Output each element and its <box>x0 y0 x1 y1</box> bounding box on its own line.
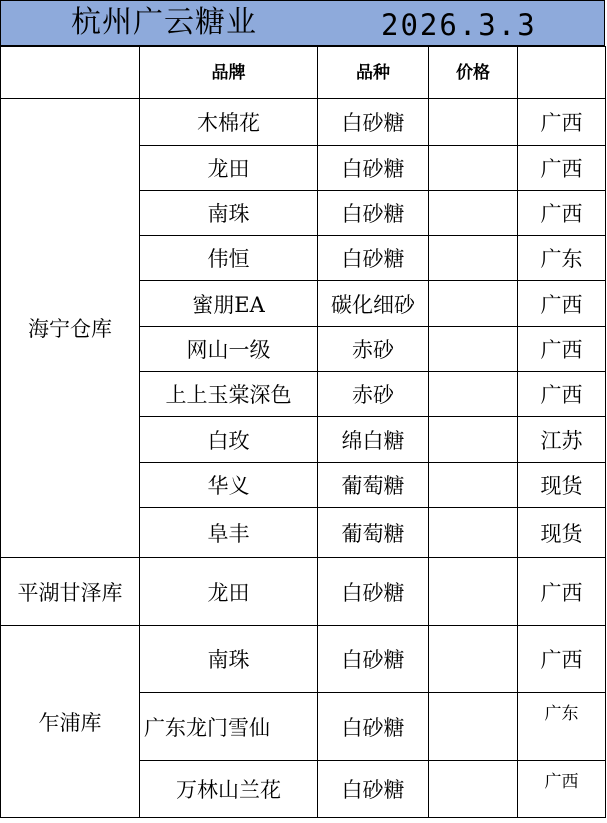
variety-cell: 白砂糖 <box>318 626 429 693</box>
header-location <box>1 47 140 99</box>
variety-cell: 葡萄糖 <box>318 508 429 558</box>
price-cell <box>429 626 518 693</box>
header-variety: 品种 <box>318 47 429 99</box>
brand-cell: 蜜朋EA <box>140 281 318 327</box>
origin-cell: 现货 <box>518 463 606 508</box>
company-title: 杭州广云糖业 <box>71 5 257 40</box>
origin-cell: 广西 <box>518 99 606 146</box>
variety-cell: 赤砂 <box>318 327 429 372</box>
origin-cell: 广东 <box>518 693 606 761</box>
header-brand: 品牌 <box>140 47 318 99</box>
brand-cell: 白玫 <box>140 417 318 463</box>
price-cell <box>429 417 518 463</box>
table-row <box>1 626 606 693</box>
brand-cell: 木棉花 <box>140 99 318 146</box>
origin-cell: 广西 <box>518 372 606 417</box>
price-cell <box>429 281 518 327</box>
price-cell <box>429 693 518 761</box>
price-cell <box>429 236 518 281</box>
origin-cell: 江苏 <box>518 417 606 463</box>
price-cell <box>429 327 518 372</box>
origin-cell: 广西 <box>518 146 606 191</box>
brand-cell: 龙田 <box>140 558 318 626</box>
location-cell: 乍浦库 <box>1 626 140 818</box>
origin-cell: 现货 <box>518 508 606 558</box>
variety-cell: 碳化细砂 <box>318 281 429 327</box>
price-cell <box>429 761 518 818</box>
price-cell <box>429 146 518 191</box>
price-cell <box>429 372 518 417</box>
header-price: 价格 <box>429 47 518 99</box>
variety-cell: 绵白糖 <box>318 417 429 463</box>
header-origin <box>518 47 606 99</box>
header-row <box>1 47 606 99</box>
variety-cell: 白砂糖 <box>318 761 429 818</box>
title-bar <box>0 0 605 46</box>
variety-cell: 白砂糖 <box>318 146 429 191</box>
brand-cell: 上上玉棠深色 <box>140 372 318 417</box>
brand-cell: 华义 <box>140 463 318 508</box>
origin-cell: 广西 <box>518 281 606 327</box>
variety-cell: 白砂糖 <box>318 191 429 236</box>
origin-cell: 广西 <box>518 327 606 372</box>
sheet-date: 2026.3.3 <box>381 8 537 42</box>
brand-cell: 伟恒 <box>140 236 318 281</box>
brand-cell: 南珠 <box>140 191 318 236</box>
origin-cell: 广西 <box>518 761 606 818</box>
brand-cell: 南珠 <box>140 626 318 693</box>
inventory-table <box>0 46 606 818</box>
variety-cell: 白砂糖 <box>318 99 429 146</box>
variety-cell: 白砂糖 <box>318 693 429 761</box>
table-row <box>1 99 606 146</box>
variety-cell: 白砂糖 <box>318 236 429 281</box>
origin-cell: 广西 <box>518 626 606 693</box>
price-cell <box>429 463 518 508</box>
variety-cell: 葡萄糖 <box>318 463 429 508</box>
brand-cell: 阜丰 <box>140 508 318 558</box>
origin-cell: 广东 <box>518 236 606 281</box>
origin-cell: 广西 <box>518 558 606 626</box>
price-cell <box>429 558 518 626</box>
location-cell: 平湖甘泽库 <box>1 558 140 626</box>
location-cell: 海宁仓库 <box>1 99 140 558</box>
brand-cell: 广东龙门雪仙 <box>140 693 318 761</box>
price-cell <box>429 508 518 558</box>
origin-cell: 广西 <box>518 191 606 236</box>
price-cell <box>429 99 518 146</box>
variety-cell: 赤砂 <box>318 372 429 417</box>
variety-cell: 白砂糖 <box>318 558 429 626</box>
table-row <box>1 558 606 626</box>
brand-cell: 龙田 <box>140 146 318 191</box>
price-cell <box>429 191 518 236</box>
brand-cell: 万林山兰花 <box>140 761 318 818</box>
brand-cell: 网山一级 <box>140 327 318 372</box>
